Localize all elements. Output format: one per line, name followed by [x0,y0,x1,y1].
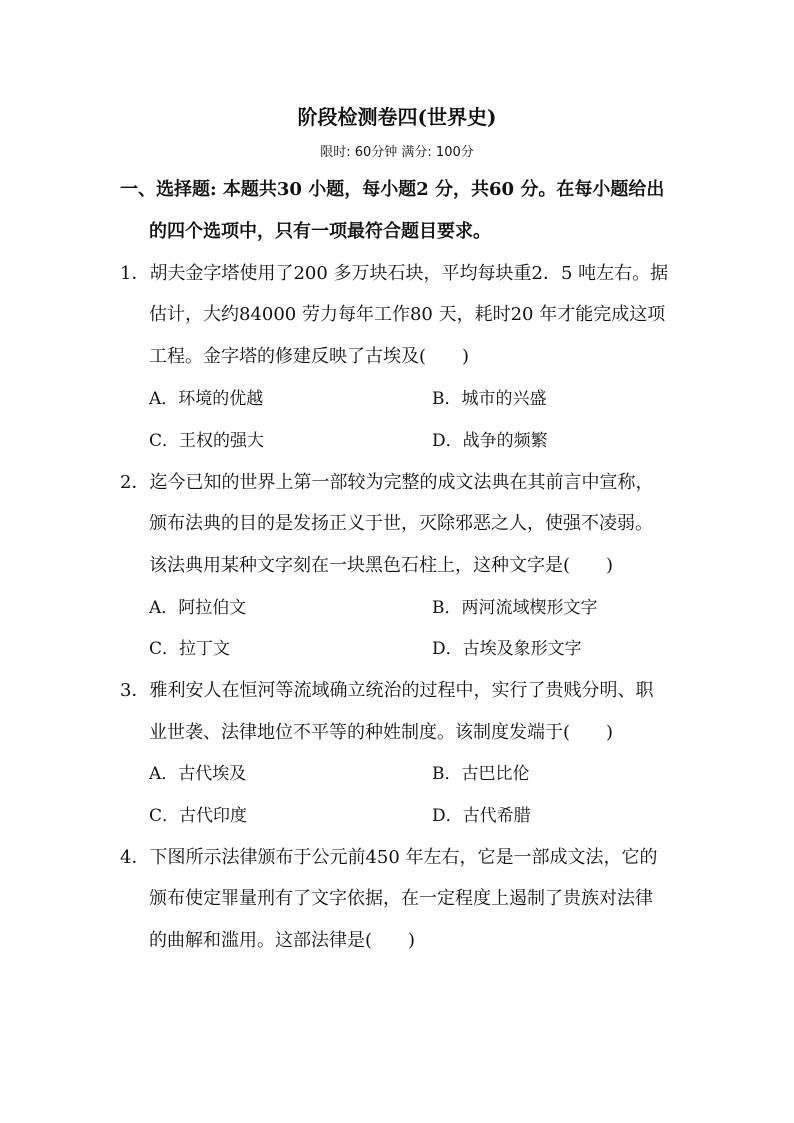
exam-title: 阶段检测卷四(世界史) [297,105,497,129]
question-1-option-d: D．战争的频繁 [432,431,548,451]
question-2-line-3: 该法典用某种文字刻在一块黑色石柱上，这种文字是( ) [149,555,614,576]
section-heading-line-2: 的四个选项中，只有一项最符合题目要求。 [149,221,491,242]
question-3-line-2: 业世袭、法律地位不平等的种姓制度。该制度发端于( ) [149,722,614,743]
question-2-option-d: D．古埃及象形文字 [432,639,582,659]
question-1-option-b: B．城市的兴盛 [432,389,547,409]
question-3-option-a: A．古代埃及 [149,764,247,784]
question-2-line-2: 颁布法典的目的是发扬正义于世，灭除邪恶之人，使强不凌弱。 [149,513,653,534]
question-1-line-1: 1．胡夫金字塔使用了200 多万块石块，平均每块重2．5 吨左右。据 [120,263,669,284]
question-1-line-2: 估计，大约84000 劳力每年工作80 天，耗时20 年才能完成这项 [149,304,666,325]
exam-time-score: 限时: 60分钟 满分: 100分 [320,145,474,160]
question-3-option-d: D．古代希腊 [432,806,531,826]
question-3-line-1: 3．雅利安人在恒河等流域确立统治的过程中，实行了贵贱分明、职 [120,680,654,701]
question-3-option-b: B．古巴比伦 [432,764,530,784]
question-2-option-a: A．阿拉伯文 [149,598,247,618]
question-1-option-c: C．王权的强大 [149,431,265,451]
question-4-line-2: 颁布使定罪量刑有了文字依据，在一定程度上遏制了贵族对法律 [149,888,653,909]
question-2-line-1: 2．迄今已知的世界上第一部较为完整的成文法典在其前言中宣称， [120,472,654,493]
question-1-line-3: 工程。金字塔的修建反映了古埃及( ) [149,346,470,367]
question-2-option-b: B．两河流域楔形文字 [432,598,598,618]
section-heading-line-1: 一、选择题: 本题共30 小题，每小题2 分，共60 分。在每小题给出 [120,179,665,200]
question-4-line-3: 的曲解和滥用。这部法律是( ) [149,930,416,951]
question-3-option-c: C．古代印度 [149,806,248,826]
question-1-option-a: A．环境的优越 [149,389,264,409]
question-4-line-1: 4．下图所示法律颁布于公元前450 年左右，它是一部成文法，它的 [120,847,658,868]
question-2-option-c: C．拉丁文 [149,639,231,659]
